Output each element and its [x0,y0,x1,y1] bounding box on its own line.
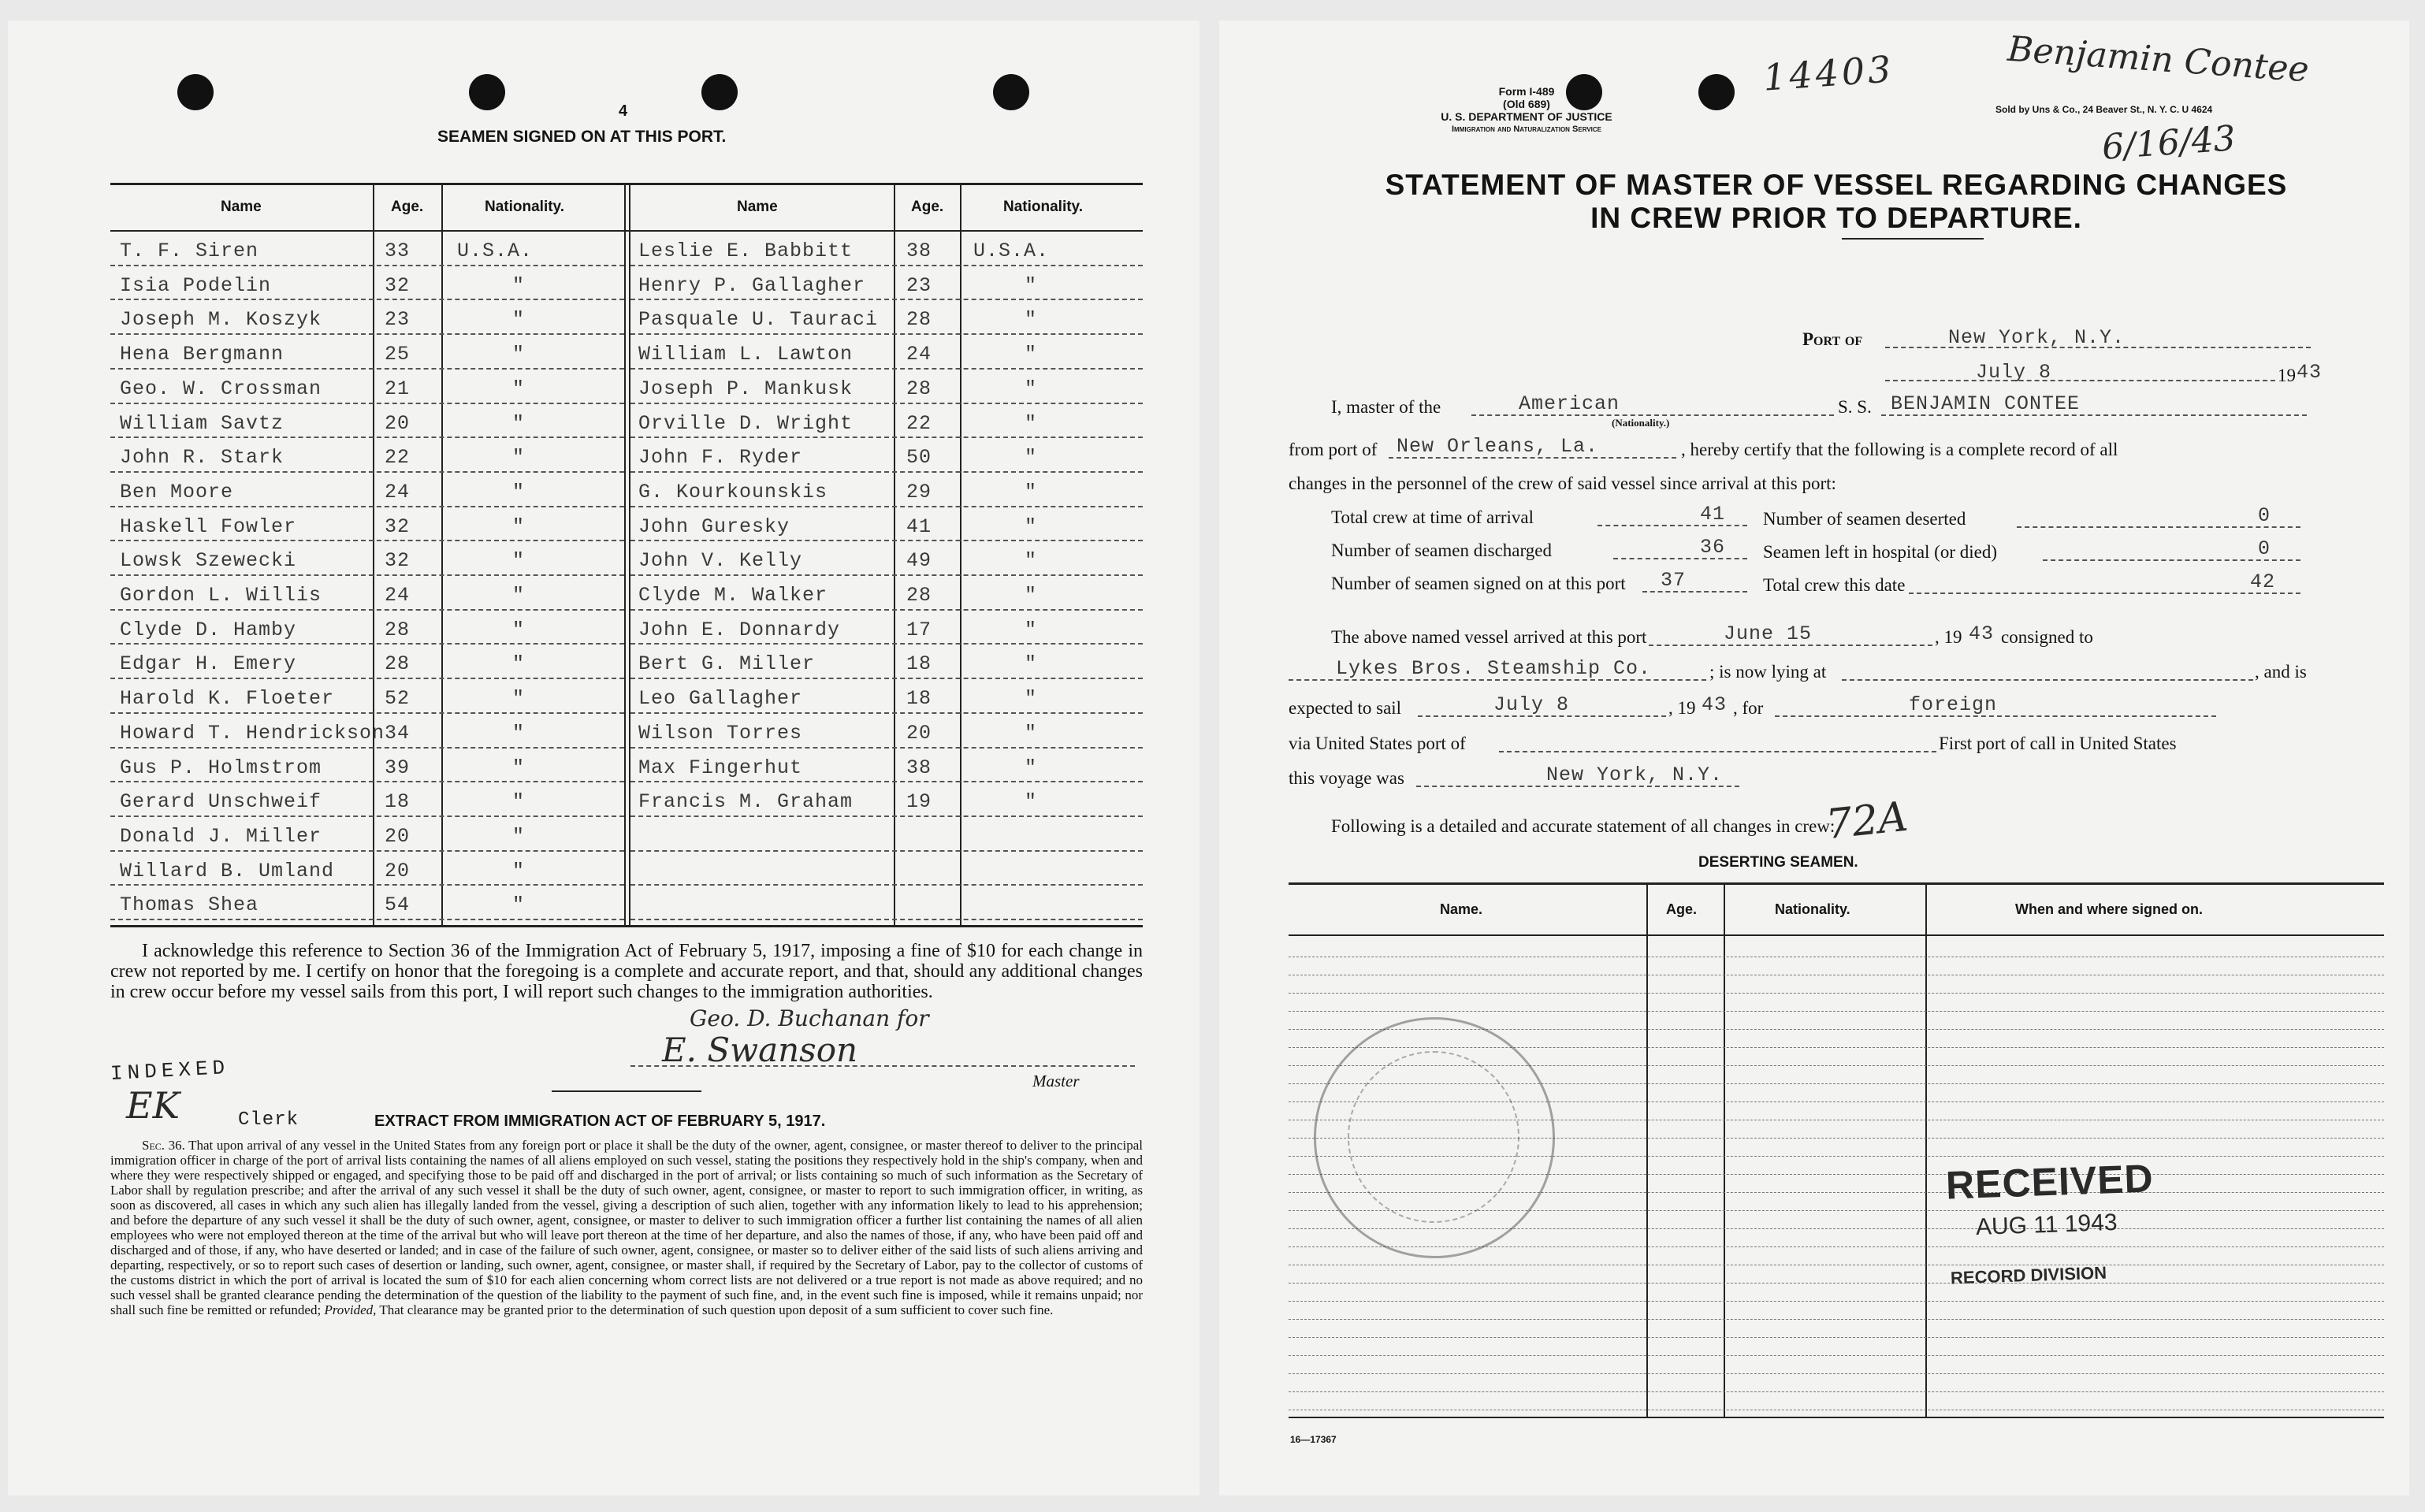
desert-row-rule [1289,1283,2384,1284]
desert-header-when: When and where signed on. [2015,901,2204,917]
crew-name: Joseph M. Koszyk [120,308,322,331]
crew-age: 28 [906,584,932,607]
seller-imprint: Sold by Uns & Co., 24 Beaver St., N. Y. C. U 4624 [1995,104,2213,115]
total-crew-date-label: Total crew this date [1763,575,1906,595]
handwritten-ship-name: Benjamin Contee [2006,28,2311,91]
row-rule [110,299,624,300]
voyage-value: New York, N.Y. [1546,763,1724,786]
crew-age: 24 [906,343,932,366]
crew-nationality: " [1025,722,1038,745]
crew-age: 19 [906,790,932,813]
crew-nationality: " [1025,584,1038,607]
crew-age: 32 [385,274,411,297]
crew-name: William Savtz [120,412,285,435]
department: U. S. DEPARTMENT OF JUSTICE [1441,110,1612,123]
ss-label: S. S. [1838,397,1872,417]
for-value: foreign [1909,693,1998,716]
row-rule [110,574,624,576]
hospital-label: Seamen left in hospital (or died) [1763,542,1998,562]
crew-age: 20 [385,860,411,882]
header-name-2: Name [737,199,778,215]
crew-name: Max Fingerhut [638,756,803,779]
crew-nationality: " [512,308,526,331]
crew-name: John F. Ryder [638,446,803,469]
crew-nationality: " [512,619,526,641]
crew-nationality: " [1025,549,1038,572]
following-text: Following is a detailed and accurate statement of all changes in crew: [1331,816,1835,836]
arrived-label: The above named vessel arrived at this port [1331,627,1647,647]
statement-title [1289,169,2384,235]
row-rule [110,471,624,473]
row-rule [630,574,1143,576]
crew-nationality: " [1025,412,1038,435]
crew-name: Edgar H. Emery [120,652,297,675]
crew-nationality: " [512,412,526,435]
crew-nationality: " [1025,481,1038,503]
row-rule [110,747,624,749]
row-rule [630,506,1143,507]
crew-nationality: " [512,549,526,572]
crew-age: 38 [906,756,932,779]
header-age-1: Age. [391,199,424,215]
crew-age: 22 [385,446,411,469]
crew-nationality: " [512,722,526,745]
row-rule [630,299,1143,300]
desert-header-name: Name. [1440,901,1483,917]
row-rule [630,712,1143,714]
section-tail: That clearance may be granted prior to the determination of such question upon deposit of a sum sufficient to cover such fine. [379,1302,1054,1317]
punch-hole [993,74,1029,110]
form-header [1440,85,1613,136]
row-rule [630,437,1143,438]
row-rule [110,815,624,817]
crew-name: Gerard Unschweif [120,790,322,813]
crew-age: 20 [385,825,411,848]
crew-age: 49 [906,549,932,572]
crew-nationality: " [1025,377,1038,400]
row-rule [110,333,624,335]
desert-header-age: Age. [1666,901,1698,917]
row-rule [110,919,624,920]
crew-nationality: U.S.A. [973,240,1050,262]
lying-label: ; is now lying at [1709,662,1827,682]
desert-row-rule [1289,1337,2384,1338]
row-rule [630,333,1143,335]
crew-nationality: " [1025,343,1038,366]
consignee-value: Lykes Bros. Steamship Co. [1336,657,1652,680]
punch-hole [701,74,738,110]
crew-nationality: " [512,825,526,848]
crew-nationality: " [1025,308,1038,331]
crew-nationality: " [512,377,526,400]
crew-name: Clyde D. Hamby [120,619,297,641]
form-old-number: (Old 689) [1503,98,1550,110]
expected-year-prefix: , 19 [1668,698,1696,718]
seal-stamp [1314,1017,1555,1258]
desert-row-rule [1289,1011,2384,1012]
punch-hole [1698,74,1735,110]
via-label: via United States port of [1289,734,1466,753]
crew-name: John V. Kelly [638,549,803,572]
row-rule [110,368,624,370]
crew-nationality: " [1025,446,1038,469]
crew-nationality: " [512,274,526,297]
crew-age: 28 [906,308,932,331]
crew-age: 28 [385,652,411,675]
desert-row-rule [1289,1373,2384,1374]
acknowledgement-text: I acknowledge this reference to Section 36 of the Immigration Act of February 5, 1917, imposing a fine of $10 for each change in crew not reported by me. I certify on honor that the foregoing is a complete and accurate report, and that, should any additional changes in crew occur before my vessel sails from this port, I will report such changes to the immigration authorities. [110,941,1143,1002]
section-label: Sec. 36. [142,1138,185,1153]
crew-age: 32 [385,549,411,572]
year-prefix: 19 [2278,366,2296,385]
punch-hole [469,74,505,110]
crew-age: 24 [385,584,411,607]
row-rule [630,884,1143,886]
master-label: Master [1032,1072,1080,1090]
crew-age: 28 [385,619,411,641]
crew-age: 32 [385,515,411,538]
crew-nationality: " [512,756,526,779]
crew-name: William L. Lawton [638,343,854,366]
row-rule [110,884,624,886]
desert-row-rule [1289,1391,2384,1392]
date-value: July 8 [1976,361,2052,384]
signed-on-value: 37 [1661,569,1687,592]
row-rule [630,678,1143,679]
nationality-value: American [1519,392,1620,415]
crew-age: 23 [385,308,411,331]
for-label: , for [1733,698,1764,718]
crew-name: Henry P. Gallagher [638,274,866,297]
deserting-title: DESERTING SEAMEN. [1698,854,1858,871]
desert-row-rule [1289,1301,2384,1302]
deserted-value: 0 [2258,504,2271,527]
crew-nationality: " [1025,274,1038,297]
master-signature: E. Swanson [662,1031,858,1069]
arrived-year: 43 [1969,622,1995,645]
crew-name: Thomas Shea [120,893,259,916]
desert-header-nationality: Nationality. [1775,901,1850,917]
expected-label: expected to sail [1289,698,1402,718]
crew-age: 18 [906,652,932,675]
crew-age: 18 [385,790,411,813]
row-rule [630,919,1143,920]
received-date: AUG 11 1943 [1975,1209,2118,1241]
certify-text: , hereby certify that the following is a complete record of all [1681,440,2118,459]
crew-name: Geo. W. Crossman [120,377,322,400]
crew-nationality: " [1025,619,1038,641]
row-rule [630,747,1143,749]
row-rule [110,781,624,782]
crew-name: Haskell Fowler [120,515,297,538]
row-rule [630,781,1143,782]
crew-name: Lowsk Szewecki [120,549,297,572]
deserted-label: Number of seamen deserted [1763,509,1966,529]
crew-name: Bert G. Miller [638,652,816,675]
crew-nationality: " [512,790,526,813]
crew-age: 29 [906,481,932,503]
crew-name: Donald J. Miller [120,825,322,848]
crew-nationality: " [1025,515,1038,538]
crew-name: Joseph P. Mankusk [638,377,854,400]
row-rule [630,609,1143,611]
handwritten-code: 72A [1824,793,1910,849]
crew-name: Hena Bergmann [120,343,285,366]
crew-name: T. F. Siren [120,240,259,262]
first-port-label: First port of call in United States [1939,734,2177,753]
row-rule [110,265,624,266]
crew-name: John Guresky [638,515,790,538]
crew-nationality: " [512,584,526,607]
section-body: That upon arrival of any vessel in the United States from any foreign port or place it shall be the duty of the owner, agent, consignee, or master thereof to deliver to the principal immigration officer in charge of the port of arrival lists containing the names of all aliens employed on such vessel, stating the positions they respectively hold in the ship's company, when and where they were respectively shipped or engaged, and specifying those to be paid off and discharged in the port of arrival; or lists containing so much of such information as the Secretary of Labor shall by regulation prescribe; and after the arrival of any such vessel it shall be the duty of such owner, agent, consignee, or master to report to such immigration officer, in writing, as soon as discovered, all cases in which any such alien has illegally landed from the vessel, giving a description of such alien, together with any information likely to lead to his apprehension; and before the departure of any such vessel it shall be the duty of such owner, agent, consignee, or master to deliver to such immigration officer a further list containing the names of all alien employees who were not employed thereon at the time of the arrival but who will leave port thereon at the time of her departure, and also the names of those, if any, who have been paid off and discharged and of those, if any, who have deserted or landed; and in case of the failure of such owner, agent, consignee, or master so to deliver either of the said lists of such aliens arriving and departing, respectively, or so to report such cases of desertion or landing, such owner, agent, consignee, or master shall, if required by the Secretary of Labor, pay to the collector of customs of the customs district in which the port of arrival is located the sum of $10 for each alien concerning whom correct lists are not delivered or a true report is not made as above required; and no such vessel shall be granted clearance pending the determination of the question of the liability to the payment of such fine, and, in the event such fine is imposed, while it remains unpaid; nor shall such fine be remitted or refunded; [110,1138,1143,1317]
record-division: RECORD DIVISION [1950,1262,2107,1288]
seamen-signed-title: SEAMEN SIGNED ON AT THIS PORT. [437,128,727,146]
indexed-stamp: INDEXED [110,1056,230,1086]
crew-nationality: " [1025,790,1038,813]
crew-name: G. Kourkounskis [638,481,828,503]
crew-nationality: " [512,343,526,366]
crew-age: 52 [385,687,411,710]
crew-name: Gus P. Holmstrom [120,756,322,779]
year-value: 43 [2297,361,2323,384]
crew-name: Gordon L. Willis [120,584,322,607]
crew-name: Isia Podelin [120,274,272,297]
clerk-label: Clerk [238,1109,299,1131]
expected-year: 43 [1702,693,1728,716]
crew-name: Pasquale U. Tauraci [638,308,879,331]
handwritten-date: 6/16/43 [2100,118,2237,168]
crew-age: 50 [906,446,932,469]
changes-text: changes in the personnel of the crew of said vessel since arrival at this port: [1289,474,1836,493]
crew-age: 23 [906,274,932,297]
row-rule [630,471,1143,473]
row-rule [110,540,624,541]
crew-name: Clyde M. Walker [638,584,828,607]
row-rule [110,609,624,611]
hospital-value: 0 [2258,537,2271,560]
port-of-value: New York, N.Y. [1948,326,2126,349]
crew-name: Howard T. Hendrickson [120,722,385,745]
page-number: 4 [619,102,628,120]
crew-nationality: " [512,687,526,710]
crew-nationality: " [512,481,526,503]
right-page [1219,20,2409,1495]
received-stamp: RECEIVED [1945,1156,2155,1208]
desert-row-rule [1289,1355,2384,1356]
crew-name: Orville D. Wright [638,412,854,435]
and-is-label: , and is [2255,662,2307,682]
left-page [8,20,1199,1495]
row-rule [630,403,1143,404]
crew-age: 17 [906,619,932,641]
total-crew-arrival-value: 41 [1700,503,1726,526]
from-port-label: from port of [1289,440,1378,459]
total-crew-arrival-label: Total crew at time of arrival [1331,507,1534,527]
title-line-1: STATEMENT OF MASTER OF VESSEL REGARDING CHANGES [1385,169,2288,201]
row-rule [630,850,1143,852]
crew-name: John E. Donnardy [638,619,841,641]
agent-signature: Geo. D. Buchanan for [690,1005,929,1031]
row-rule [110,506,624,507]
handwritten-number: 14403 [1761,47,1896,99]
crew-nationality: " [512,893,526,916]
expected-value: July 8 [1493,693,1570,716]
header-name-1: Name [221,199,262,215]
crew-age: 28 [906,377,932,400]
row-rule [110,403,624,404]
section-provided: Provided, [324,1302,377,1317]
nationality-caption: (Nationality.) [1612,417,1670,429]
crew-name: Willard B. Umland [120,860,335,882]
row-rule [630,815,1143,817]
crew-age: 54 [385,893,411,916]
crew-age: 20 [385,412,411,435]
crew-name: John R. Stark [120,446,285,469]
section-36-text [110,1138,1143,1317]
footer-code: 16—17367 [1290,1434,1337,1445]
port-of-label: Port of [1802,329,1863,349]
crew-age: 20 [906,722,932,745]
crew-nationality: " [512,652,526,675]
row-rule [110,850,624,852]
crew-nationality: U.S.A. [457,240,534,262]
crew-name: Ben Moore [120,481,234,503]
crew-name: Leslie E. Babbitt [638,240,854,262]
row-rule [110,643,624,645]
master-of-label: I, master of the [1331,397,1441,417]
crew-age: 34 [385,722,411,745]
row-rule [110,712,624,714]
crew-age: 33 [385,240,411,262]
consigned-label: consigned to [2001,627,2093,647]
crew-name: Wilson Torres [638,722,803,745]
from-port-value: New Orleans, La. [1397,435,1599,458]
discharged-value: 36 [1700,536,1726,559]
crew-nationality: " [1025,756,1038,779]
discharged-label: Number of seamen discharged [1331,541,1552,560]
crew-age: 39 [385,756,411,779]
crew-age: 38 [906,240,932,262]
crew-nationality: " [512,446,526,469]
voyage-label: this voyage was [1289,768,1404,788]
row-rule [630,368,1143,370]
crew-age: 18 [906,687,932,710]
header-age-2: Age. [911,199,944,215]
header-nationality-2: Nationality. [1003,199,1083,215]
desert-row-rule [1289,993,2384,994]
clerk-initials: EK [126,1084,180,1127]
title-line-2: IN CREW PRIOR TO DEPARTURE. [1590,202,2082,234]
crew-nationality: " [1025,652,1038,675]
row-rule [630,643,1143,645]
crew-name: Francis M. Graham [638,790,854,813]
signed-on-label: Number of seamen signed on at this port [1331,574,1626,593]
crew-nationality: " [512,515,526,538]
row-rule [110,678,624,679]
crew-name: Harold K. Floeter [120,687,335,710]
desert-row-rule [1289,1319,2384,1320]
ship-name: BENJAMIN CONTEE [1891,392,2081,415]
crew-age: 21 [385,377,411,400]
row-rule [110,437,624,438]
header-nationality-1: Nationality. [485,199,564,215]
crew-age: 41 [906,515,932,538]
extract-title: EXTRACT FROM IMMIGRATION ACT OF FEBRUARY 5, 1917. [374,1113,826,1130]
row-rule [630,540,1143,541]
crew-age: 22 [906,412,932,435]
punch-hole [177,74,214,110]
service: Immigration and Naturalization Service [1451,124,1601,134]
crew-age: 25 [385,343,411,366]
arrived-year-prefix: , 19 [1935,627,1962,647]
form-number: Form I-489 [1498,85,1555,98]
row-rule [630,265,1143,266]
crew-age: 24 [385,481,411,503]
arrived-value: June 15 [1724,622,1813,645]
crew-name: Leo Gallagher [638,687,803,710]
total-crew-date-value: 42 [2250,570,2276,593]
crew-nationality: " [1025,687,1038,710]
crew-nationality: " [512,860,526,882]
